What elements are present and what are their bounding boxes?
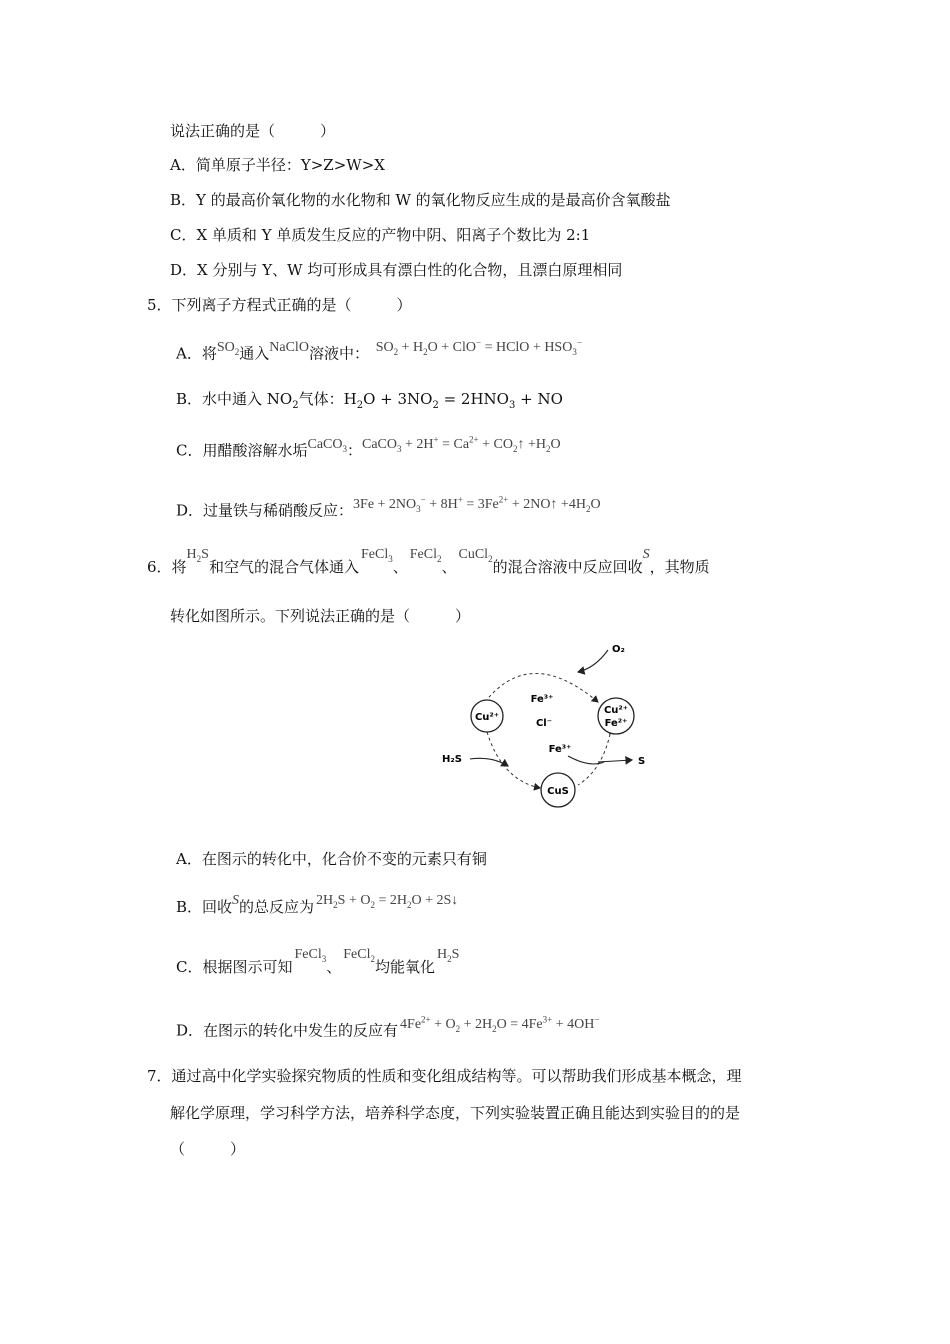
fe3-curve <box>568 756 604 764</box>
equation-b: $2H_2S + O_2 = 2H_2O$ + 2S↓ <box>316 893 459 910</box>
formula-s: S <box>642 547 650 562</box>
equation-a: $SO_2 + H_2O + ClO^-$ = HClO + $HSO_3^-$ <box>375 337 582 357</box>
label-h2s: H₂S <box>442 754 462 765</box>
equation-c: CaCO$_3$ + $2H^+ = Ca^{2+}$ + $CO_2↑ +H_2O$ <box>362 434 561 454</box>
equation-d6: $4Fe^{2+} + O_2 + 2H_2O = 4Fe^{3+} + 4OH^-$ <box>400 1014 600 1034</box>
q4-option-d: D．X 分别与 Y、W 均可形成具有漂白性的化合物，且漂白原理相同 <box>170 261 623 279</box>
formula-s-b: S <box>232 893 240 908</box>
o2-arrow <box>578 650 608 672</box>
formula-cucl2: CuCl$_2$ <box>458 547 493 564</box>
q4-option-c: C．X 单质和 Y 单质发生反应的产物中阴、阳离子个数比为 2:1 <box>170 226 591 244</box>
formula-fecl3-c: FeCl$_3$ <box>294 947 327 964</box>
q6-option-a: A．在图示的转化中，化合价不变的元素只有铜 <box>176 850 487 868</box>
q6-option-c: C．根据图示可知FeCl$_3$、FeCl$_2$均能氧化$H_2S$ <box>176 947 460 976</box>
conversion-cycle-diagram <box>430 630 660 810</box>
label-s: S <box>638 756 646 767</box>
q4-option-b: B．Y 的最高价氧化物的水化物和 W 的氧化物反应生成的是最高价含氧酸盐 <box>170 191 671 209</box>
formula-h2s: $H_2S$ <box>186 547 209 564</box>
label-cu2: Cu²⁺ <box>474 712 500 723</box>
q6-stem-line1: 6．将$H_2S$和空气的混合气体通入FeCl$_3$、FeCl$_2$、CuCl$_2$的混合溶液中反应回收S，其物质 <box>147 547 710 576</box>
q6-option-d: D．在图示的转化中发生的反应有 $4Fe^{2+} + O_2 + 2H_2O = 4Fe^{3+} + 4OH^-$ <box>176 1014 600 1040</box>
formula-naclo: NaClO <box>269 339 309 355</box>
label-fe2-right: Fe²⁺ <box>604 718 628 729</box>
label-cu2-right: Cu²⁺ <box>603 705 629 716</box>
label-o2: O₂ <box>612 644 625 655</box>
q7-line2: 解化学原理，学习科学方法，培养科学态度，下列实验装置正确且能达到实验目的的是 <box>170 1104 741 1122</box>
formula-so2: $SO_2$ <box>216 339 240 357</box>
formula-fecl2-c: FeCl$_2$ <box>343 947 375 964</box>
q5-stem: 5．下列离子方程式正确的是（ ） <box>147 296 412 314</box>
q7-line1: 7．通过高中化学实验探究物质的性质和变化组成结构等。可以帮助我们形成基本概念，理 <box>147 1067 742 1085</box>
cycle-arc-right <box>578 734 610 785</box>
q6-option-b: B．回收S的总反应为 $2H_2S + O_2 = 2H_2O$ + 2S↓ <box>176 893 459 916</box>
h2s-arrow <box>470 758 508 766</box>
formula-caco3: CaCO$_3$ <box>307 436 347 454</box>
q5-option-d: D．过量铁与稀硝酸反应：$3Fe + 2NO_3^- + 8H^+ = 3Fe^{2+}$ + 2NO↑ $+4H_2O$ <box>176 494 601 520</box>
formula-h2s-c: $H_2S$ <box>436 947 460 964</box>
q6-stem-line2: 转化如图所示。下列说法正确的是（ ） <box>170 607 471 625</box>
formula-fecl2: FeCl$_2$ <box>409 547 442 564</box>
s-arrow <box>598 760 632 762</box>
label-fe3-bottom: Fe³⁺ <box>548 744 572 755</box>
q4-option-a: A．简单原子半径：Y>Z>W>X <box>170 156 385 174</box>
q7-line3: （ ） <box>170 1140 246 1158</box>
label-cus: CuS <box>547 786 569 797</box>
q5-option-c: C．用醋酸溶解水垢CaCO$_3$：CaCO$_3$ + $2H^+ = Ca^{2+}$ + $CO_2↑ +H_2O$ <box>176 434 561 460</box>
label-fe3-center: Fe³⁺ <box>530 694 554 705</box>
q5-option-a: A．将$SO_2$通入NaClO溶液中： $SO_2 + H_2O + ClO^-$ = HClO + $HSO_3^-$ <box>176 337 582 363</box>
equation-d: $3Fe + 2NO_3^- + 8H^+ = 3Fe^{2+}$ + 2NO↑ $+4H_2O$ <box>353 494 601 514</box>
q5-option-b: B．水中通入 $NO_2$气体：$H_2O + 3NO_2 = 2HNO_3$ + NO <box>176 390 563 411</box>
label-cl: Cl⁻ <box>535 718 553 729</box>
q4-stem-end: 说法正确的是（ ） <box>170 122 336 140</box>
formula-fecl3: FeCl$_3$ <box>360 547 393 564</box>
